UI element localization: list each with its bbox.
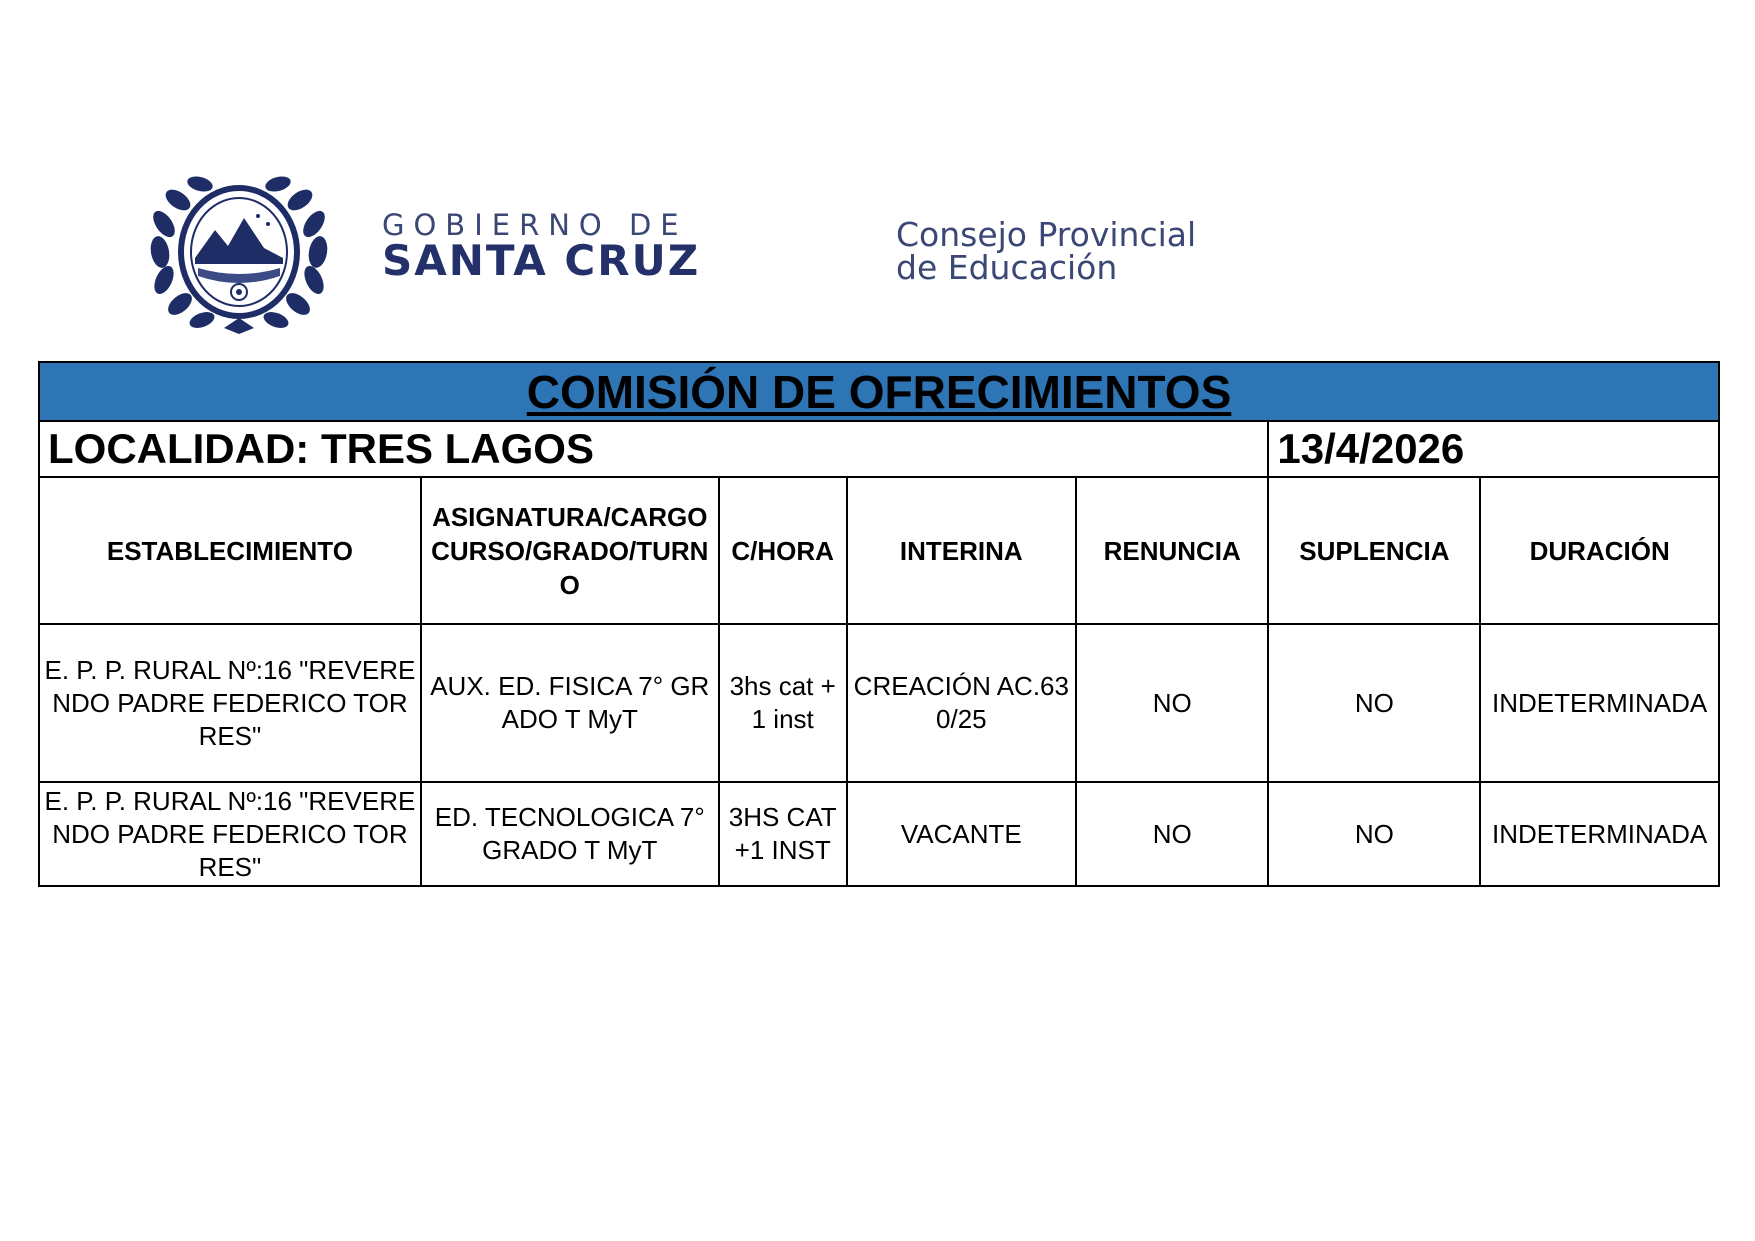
cell-renuncia: NO <box>1076 624 1268 782</box>
cell-interina: VACANTE <box>847 782 1076 886</box>
consejo-line-1: Consejo Provincial <box>896 215 1197 254</box>
cell-chora-text: 3HS CAT +1 INST <box>728 802 837 865</box>
cell-asignatura <box>421 624 719 782</box>
cell-asignatura-text: ED. TECNOLOGICA 7° GRADO T MyT <box>434 802 705 865</box>
cell-suplencia: NO <box>1268 624 1480 782</box>
cell-interina <box>847 624 1076 782</box>
table-row <box>39 624 1719 782</box>
column-header-establecimiento: ESTABLECIMIENTO <box>39 477 421 624</box>
column-header-duracion: DURACIÓN <box>1480 477 1719 624</box>
offers-table <box>38 361 1720 887</box>
consejo-line-2: de Educación <box>896 248 1118 287</box>
cell-asignatura-text: AUX. ED. FISICA 7° GRADO T MyT <box>430 671 710 734</box>
cell-establecimiento-text: E. P. P. RURAL Nº:16 "REVERENDO PADRE FEDERICO TORRES" <box>44 654 416 751</box>
cell-establecimiento-text: E. P. P. RURAL Nº:16 "REVERENDO PADRE FEDERICO TORRES" <box>44 785 416 882</box>
locality-row <box>39 421 1719 477</box>
cell-duracion: INDETERMINADA <box>1480 624 1719 782</box>
cell-chora <box>719 624 847 782</box>
cell-establecimiento <box>39 624 421 782</box>
column-header-renuncia: RENUNCIA <box>1076 477 1268 624</box>
council-wordmark <box>896 215 1197 287</box>
cell-interina-text: CREACIÓN AC.630/25 <box>853 671 1069 734</box>
column-header-interina: INTERINA <box>847 477 1076 624</box>
gov-line-1: GOBIERNO DE <box>382 208 688 242</box>
santa-cruz-seal-logo <box>140 168 338 336</box>
document-header <box>0 0 1755 360</box>
column-header-chora: C/HORA <box>719 477 847 624</box>
cell-chora-text: 3hs cat + 1 inst <box>729 671 836 734</box>
cell-establecimiento <box>39 782 421 886</box>
title-row <box>39 362 1719 421</box>
table-title: COMISIÓN DE OFRECIMIENTOS <box>39 362 1719 421</box>
cell-duracion: INDETERMINADA <box>1480 782 1719 886</box>
cell-asignatura <box>421 782 719 886</box>
column-header-row <box>39 477 1719 624</box>
column-header-suplencia: SUPLENCIA <box>1268 477 1480 624</box>
cell-renuncia: NO <box>1076 782 1268 886</box>
table-row <box>39 782 1719 886</box>
cell-chora <box>719 782 847 886</box>
cell-suplencia: NO <box>1268 782 1480 886</box>
offer-date: 13/4/2026 <box>1268 421 1719 477</box>
column-header-asignatura <box>421 477 719 624</box>
locality-label: LOCALIDAD: TRES LAGOS <box>39 421 1268 477</box>
column-header-asignatura-text: ASIGNATURA/CARGO CURSO/GRADO/TURNO <box>431 501 709 600</box>
gov-line-2: SANTA CRUZ <box>382 236 701 285</box>
government-wordmark <box>382 208 701 285</box>
